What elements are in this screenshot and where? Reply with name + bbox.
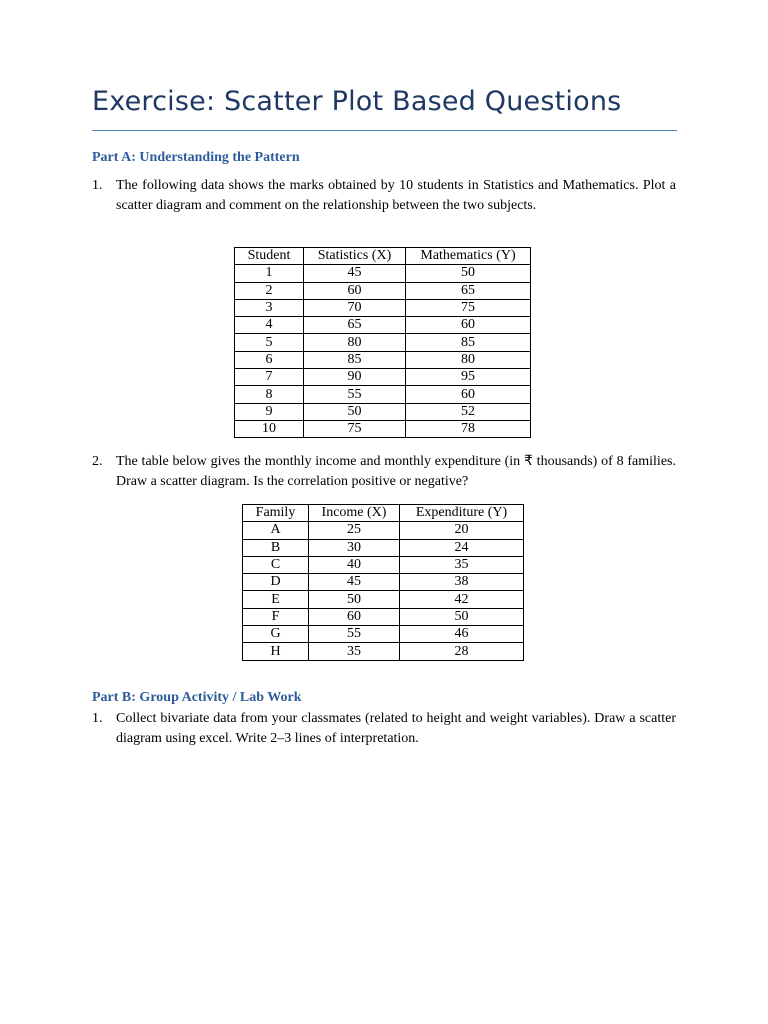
cell-student: 9 bbox=[235, 403, 304, 420]
cell-mathematics: 52 bbox=[406, 403, 531, 420]
cell-statistics: 45 bbox=[304, 265, 406, 282]
cell-student: 10 bbox=[235, 420, 304, 437]
table-row bbox=[243, 608, 524, 625]
cell-mathematics: 80 bbox=[406, 351, 531, 368]
cell-income: 60 bbox=[309, 608, 400, 625]
cell-statistics: 85 bbox=[304, 351, 406, 368]
cell-mathematics: 60 bbox=[406, 386, 531, 403]
statistics-mathematics-table bbox=[234, 247, 531, 438]
table-row bbox=[235, 420, 531, 437]
table-row bbox=[235, 317, 531, 334]
cell-income: 40 bbox=[309, 556, 400, 573]
cell-income: 30 bbox=[309, 539, 400, 556]
cell-family: B bbox=[243, 539, 309, 556]
question-text: The following data shows the marks obtained by 10 students in Statistics and Mathematics. Plot a scatter diagram and comment on the relationship between the two subjects. bbox=[116, 178, 676, 213]
question-number: 1. bbox=[92, 178, 103, 193]
section-heading-part-a: Part A: Understanding the Pattern bbox=[92, 150, 300, 165]
cell-income: 50 bbox=[309, 591, 400, 608]
table-row bbox=[243, 522, 524, 539]
cell-student: 3 bbox=[235, 299, 304, 316]
cell-mathematics: 85 bbox=[406, 334, 531, 351]
question-number: 2. bbox=[92, 454, 103, 469]
cell-statistics: 75 bbox=[304, 420, 406, 437]
cell-family: E bbox=[243, 591, 309, 608]
cell-statistics: 60 bbox=[304, 282, 406, 299]
table-row bbox=[235, 351, 531, 368]
question-text: The table below gives the monthly income and monthly expenditure (in ₹ thousands) of 8 families. Draw a scatter diagram. Is the correlation positive or negative? bbox=[116, 454, 676, 489]
column-header-family: Family bbox=[243, 505, 309, 522]
cell-statistics: 80 bbox=[304, 334, 406, 351]
question-number: 1. bbox=[92, 711, 103, 726]
column-header-statistics: Statistics (X) bbox=[304, 248, 406, 265]
cell-student: 2 bbox=[235, 282, 304, 299]
cell-statistics: 70 bbox=[304, 299, 406, 316]
cell-student: 1 bbox=[235, 265, 304, 282]
cell-student: 7 bbox=[235, 369, 304, 386]
cell-student: 4 bbox=[235, 317, 304, 334]
cell-expenditure: 38 bbox=[400, 574, 524, 591]
cell-student: 5 bbox=[235, 334, 304, 351]
table-row bbox=[235, 282, 531, 299]
question-text: Collect bivariate data from your classmates (related to height and weight variables). Draw a scatter diagram using excel. Write 2–3 lines of interpretation. bbox=[116, 711, 676, 746]
cell-student: 8 bbox=[235, 386, 304, 403]
table-header-row bbox=[235, 248, 531, 265]
cell-mathematics: 65 bbox=[406, 282, 531, 299]
question-a1 bbox=[92, 176, 676, 215]
table-row bbox=[243, 626, 524, 643]
table-row bbox=[235, 403, 531, 420]
cell-expenditure: 20 bbox=[400, 522, 524, 539]
cell-expenditure: 28 bbox=[400, 643, 524, 660]
cell-family: H bbox=[243, 643, 309, 660]
cell-statistics: 55 bbox=[304, 386, 406, 403]
cell-statistics: 50 bbox=[304, 403, 406, 420]
table-row bbox=[243, 539, 524, 556]
page-title: Exercise: Scatter Plot Based Questions bbox=[92, 86, 622, 117]
table-row bbox=[235, 265, 531, 282]
cell-family: C bbox=[243, 556, 309, 573]
cell-mathematics: 78 bbox=[406, 420, 531, 437]
table-row bbox=[243, 556, 524, 573]
table-row bbox=[243, 591, 524, 608]
table-row bbox=[235, 369, 531, 386]
cell-expenditure: 50 bbox=[400, 608, 524, 625]
cell-income: 55 bbox=[309, 626, 400, 643]
table-row bbox=[243, 643, 524, 660]
table-row bbox=[243, 574, 524, 591]
cell-income: 35 bbox=[309, 643, 400, 660]
income-expenditure-table bbox=[242, 504, 524, 661]
table-row bbox=[235, 334, 531, 351]
cell-mathematics: 50 bbox=[406, 265, 531, 282]
table-row bbox=[235, 386, 531, 403]
column-header-mathematics: Mathematics (Y) bbox=[406, 248, 531, 265]
cell-expenditure: 42 bbox=[400, 591, 524, 608]
column-header-expenditure: Expenditure (Y) bbox=[400, 505, 524, 522]
column-header-student: Student bbox=[235, 248, 304, 265]
cell-income: 45 bbox=[309, 574, 400, 591]
cell-mathematics: 60 bbox=[406, 317, 531, 334]
cell-expenditure: 46 bbox=[400, 626, 524, 643]
cell-expenditure: 35 bbox=[400, 556, 524, 573]
question-b1 bbox=[92, 709, 676, 748]
cell-mathematics: 95 bbox=[406, 369, 531, 386]
cell-income: 25 bbox=[309, 522, 400, 539]
cell-family: F bbox=[243, 608, 309, 625]
cell-family: G bbox=[243, 626, 309, 643]
cell-mathematics: 75 bbox=[406, 299, 531, 316]
question-a2 bbox=[92, 452, 676, 491]
section-heading-part-b: Part B: Group Activity / Lab Work bbox=[92, 690, 302, 705]
cell-statistics: 90 bbox=[304, 369, 406, 386]
table-header-row bbox=[243, 505, 524, 522]
cell-student: 6 bbox=[235, 351, 304, 368]
column-header-income: Income (X) bbox=[309, 505, 400, 522]
title-divider bbox=[92, 130, 677, 131]
table-row bbox=[235, 299, 531, 316]
cell-family: A bbox=[243, 522, 309, 539]
cell-expenditure: 24 bbox=[400, 539, 524, 556]
cell-statistics: 65 bbox=[304, 317, 406, 334]
cell-family: D bbox=[243, 574, 309, 591]
